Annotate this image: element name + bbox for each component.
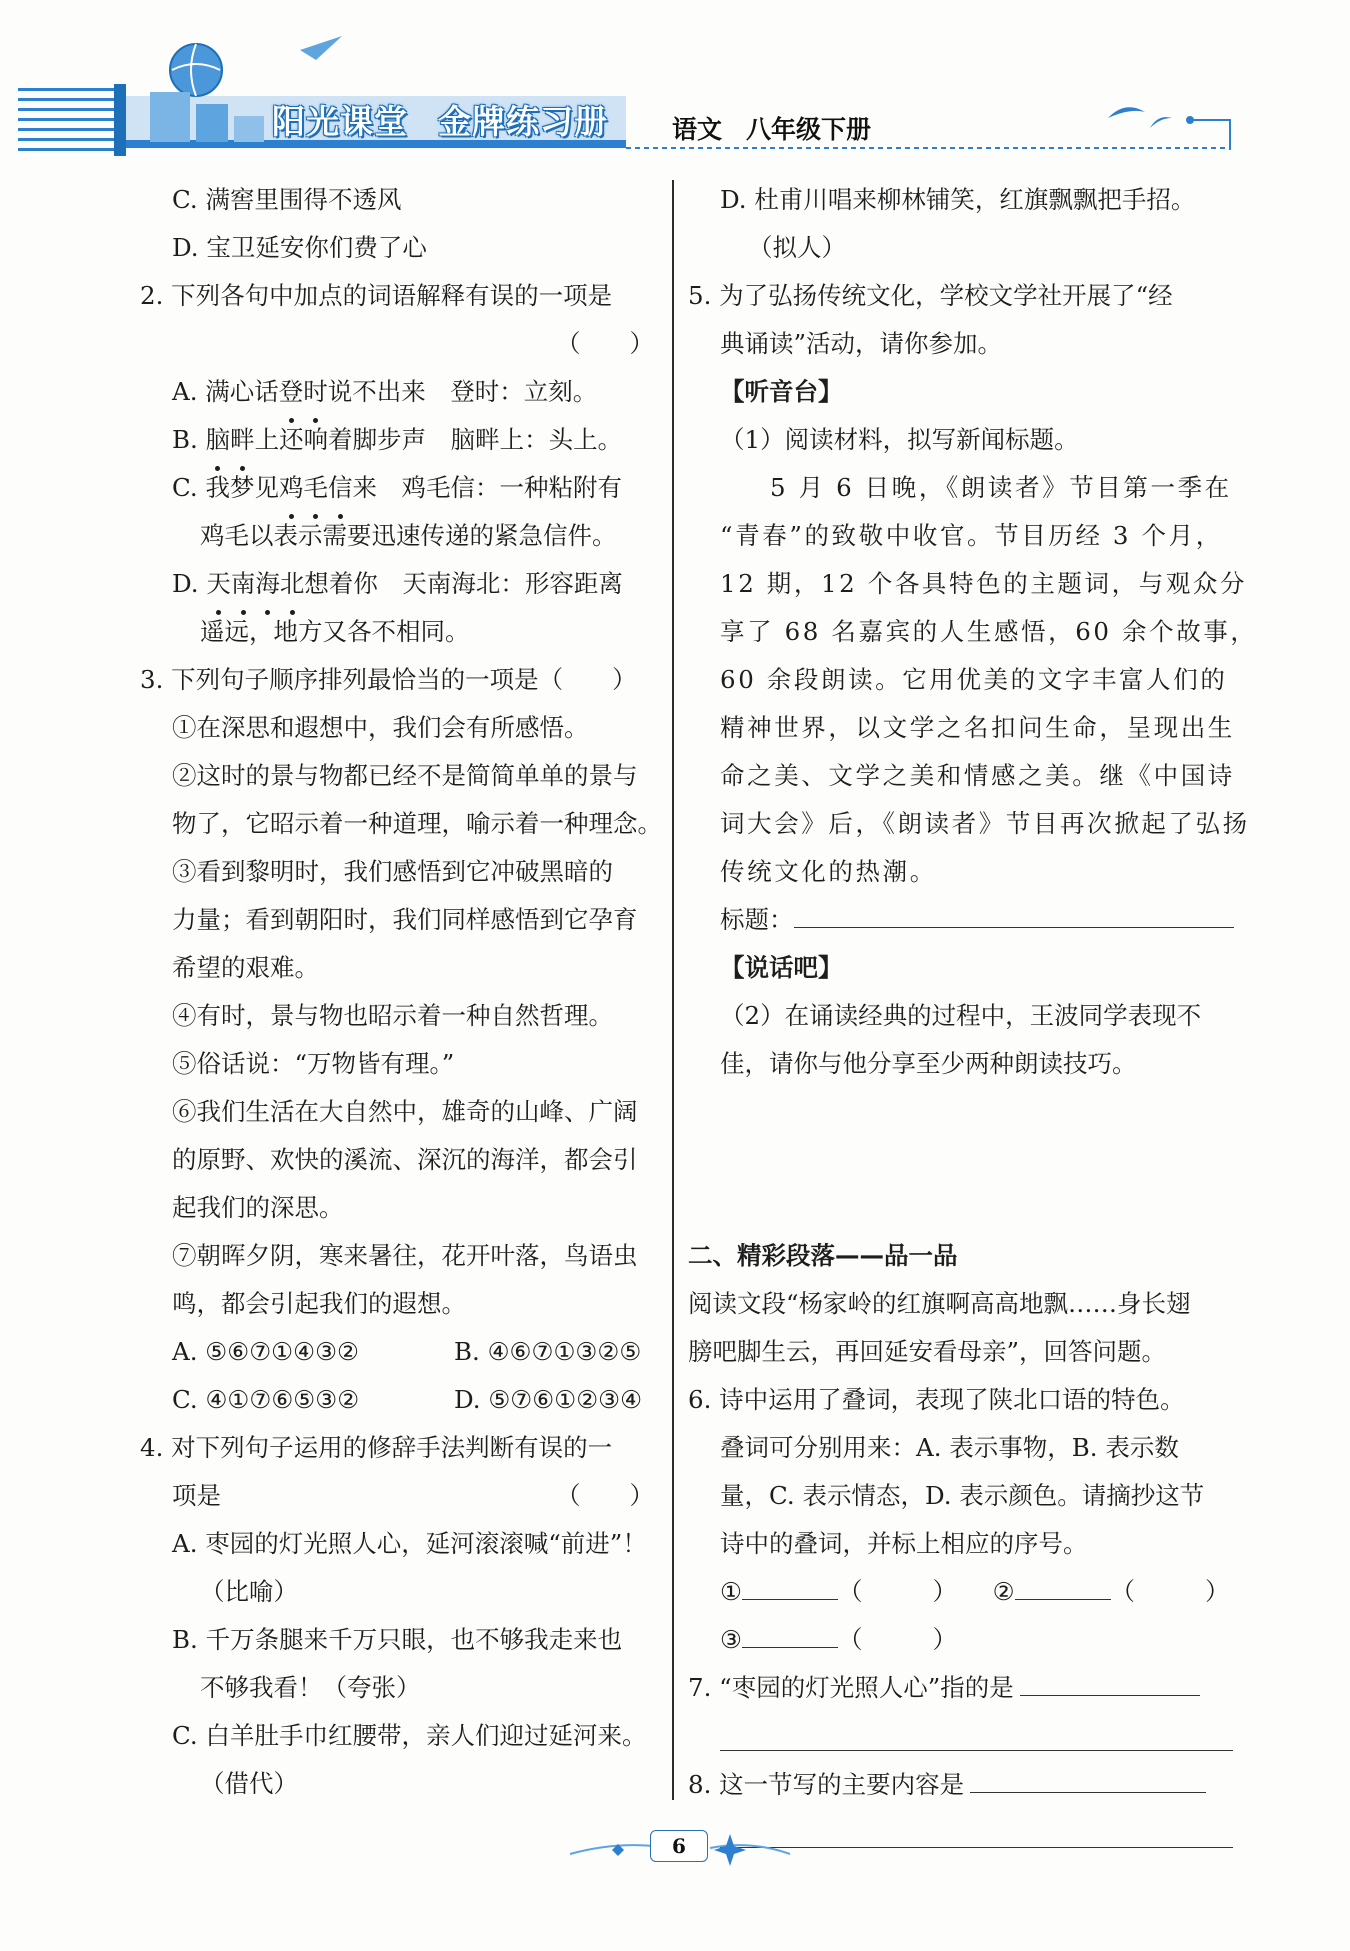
q5-stem-cont: 典诵读”活动，请你参加。	[720, 329, 1003, 358]
brand-series: 金牌练习册	[438, 102, 608, 141]
emphasis-dot-char: 登	[279, 368, 304, 416]
title-label: 标题：	[720, 905, 794, 934]
listen-section-heading: 【听音台】	[720, 377, 843, 406]
q3-sentence-2: ②这时的景与物都已经不是简简单单的景与	[172, 761, 638, 790]
material-line: 精神世界，以文学之名扣问生命，呈现出生	[720, 713, 1235, 742]
brand-name: 阳光课堂	[272, 102, 408, 141]
material-line: 传统文化的热潮。	[720, 857, 937, 886]
grade: 八年级下册	[746, 115, 872, 144]
q3-stem: 3. 下列句子顺序排列最恰当的一项是（ ）	[140, 665, 637, 694]
q3-options-ab: A. ⑤⑥⑦①④③② B. ④⑥⑦①③②⑤	[172, 1337, 642, 1366]
q6-stem-cont: 诗中的叠词，并标上相应的序号。	[720, 1529, 1088, 1558]
q6-stem-cont: 量，C. 表示情态，D. 表示颜色。请摘抄这节	[720, 1481, 1205, 1510]
q3-sentence-2-cont: 物了，它昭示着一种道理，喻示着一种理念。	[172, 809, 662, 838]
emphasis-dot-char: 海	[255, 560, 280, 608]
material-line: 词大会》后，《朗读者》节目再次掀起了弘扬	[720, 809, 1250, 838]
q4-option-b: B. 千万条腿来千万只眼，也不够我走来也	[172, 1625, 623, 1654]
speak-question-cont: 佳，请你与他分享至少两种朗读技巧。	[720, 1049, 1137, 1078]
q3-sentence-3: ③看到黎明时，我们感悟到它冲破黑暗的	[172, 857, 613, 886]
q6-answer-row-1: ① （ ） ② （ ）	[688, 1568, 1233, 1616]
emphasis-dot-char: 信	[328, 464, 353, 512]
emphasis-dot-char: 南	[231, 560, 256, 608]
q1-option-c: C. 满窖里围得不透风	[172, 185, 402, 214]
page-header	[0, 0, 1350, 180]
section-2-intro: 阅读文段“杨家岭的红旗啊高高地飘……身长翅	[688, 1289, 1191, 1318]
q2-option-d: D. 天南海北想着你 天南海北：形容距离	[140, 560, 660, 608]
emphasis-dot-char: 毛	[303, 464, 328, 512]
brand-title	[272, 96, 638, 143]
speak-question: （2）在诵读经典的过程中，王波同学表现不	[720, 1001, 1202, 1030]
q6-blank-1[interactable]	[742, 1569, 838, 1600]
q7-answer-line[interactable]	[720, 1712, 1233, 1751]
material-line: “青春”的致敬中收官。节目历经 3 个月，	[720, 521, 1223, 550]
q4-stem-cont: 项是 （ ）	[172, 1481, 654, 1510]
q6-stem-cont: 叠词可分别用来：A. 表示事物，B. 表示数	[720, 1433, 1179, 1462]
q3-sentence-4: ④有时，景与物也昭示着一种自然哲理。	[172, 1001, 613, 1030]
q2-option-c-cont: 鸡毛以表示需要迅速传递的紧急信件。	[200, 521, 617, 550]
q4-option-a: A. 枣园的灯光照人心，延河滚滚喊“前进”！	[172, 1529, 647, 1558]
q5-stem: 5. 为了弘扬传统文化，学校文学社开展了“经	[688, 281, 1173, 310]
q4-option-c: C. 白羊肚手巾红腰带，亲人们迎过延河来。	[172, 1721, 647, 1750]
emphasis-dot-char: 鸡	[279, 464, 304, 512]
material-line: 12 期，12 个各具特色的主题词，与观众分	[720, 569, 1248, 598]
q2-option-d-cont: 遥远，地方又各不相同。	[200, 617, 470, 646]
q6-answer-row-2: ③ （ ）	[688, 1616, 1233, 1664]
title-answer-blank[interactable]	[794, 897, 1234, 928]
material-line: 享了 68 名嘉宾的人生感悟，60 余个故事，	[720, 617, 1258, 646]
q2-option-b: B. 脑畔上还响着脚步声 脑畔上：头上。	[140, 416, 660, 464]
q7-row	[688, 1664, 1233, 1712]
q3-sentence-6-cont: 的原野、欢快的溪流、深沉的海洋，都会引	[172, 1145, 638, 1174]
q8-stem: 8. 这一节写的主要内容是	[688, 1770, 965, 1799]
q6-blank-2[interactable]	[1015, 1569, 1111, 1600]
listen-question: （1）阅读材料，拟写新闻标题。	[720, 425, 1079, 454]
subject: 语文	[672, 115, 723, 144]
left-column	[140, 176, 660, 1808]
q4-option-a-note: （比喻）	[200, 1577, 298, 1606]
material-line: 命之美、文学之美和情感之美。继《中国诗	[720, 761, 1235, 790]
q3-sentence-3-cont: 希望的艰难。	[172, 953, 319, 982]
q3-options-cd: C. ④①⑦⑥⑤③② D. ⑤⑦⑥①②③④	[172, 1385, 643, 1414]
q3-sentence-5: ⑤俗话说：“万物皆有理。”	[172, 1049, 455, 1078]
q4-option-d-note: （拟人）	[748, 233, 846, 262]
q4-option-c-note: （借代）	[200, 1769, 298, 1798]
speak-answer-space[interactable]	[688, 1088, 1233, 1232]
section-2-heading: 二、精彩段落——品一品	[688, 1241, 958, 1270]
q2-option-a: A. 满心话登时说不出来 登时：立刻。	[140, 368, 660, 416]
emphasis-dot-char: 北	[280, 560, 305, 608]
material-line: 5 月 6 日晚，《朗读者》节目第一季在	[770, 473, 1232, 502]
q6-stem: 6. 诗中运用了叠词，表现了陕北口语的特色。	[688, 1385, 1185, 1414]
header-banner	[0, 0, 1350, 180]
q4-option-b-cont: 不够我看！（夸张）	[200, 1673, 421, 1702]
q3-sentence-7-cont: 鸣，都会引起我们的遐想。	[172, 1289, 466, 1318]
q8-blank[interactable]	[970, 1762, 1206, 1793]
subject-grade	[672, 110, 871, 146]
q7-blank[interactable]	[1020, 1665, 1200, 1696]
q7-stem: 7. “枣园的灯光照人心”指的是	[688, 1673, 1014, 1702]
q4-option-d: D. 杜甫川唱来柳林铺笑，红旗飘飘把手招。	[720, 185, 1196, 214]
q3-sentence-1: ①在深思和遐想中，我们会有所感悟。	[172, 713, 589, 742]
right-column	[688, 176, 1258, 1858]
section-2-intro-cont: 膀吧脚生云，再回延安看母亲”，回答问题。	[688, 1337, 1167, 1366]
title-answer-row	[688, 896, 1233, 944]
q6-blank-3[interactable]	[742, 1617, 838, 1648]
q8-row	[688, 1761, 1233, 1809]
emphasis-dot-char: 畔	[230, 416, 255, 464]
q3-sentence-3-cont: 力量；看到朝阳时，我们同样感悟到它孕育	[172, 905, 638, 934]
q1-option-d: D. 宝卫延安你们费了心	[172, 233, 427, 262]
q4-stem: 4. 对下列句子运用的修辞手法判断有误的一	[140, 1433, 613, 1462]
emphasis-dot-char: 脑	[206, 416, 231, 464]
page-number: 6	[650, 1830, 708, 1862]
emphasis-dot-char: 时	[303, 368, 328, 416]
column-divider	[672, 180, 674, 1800]
q3-sentence-7: ⑦朝晖夕阴，寒来暑往，花开叶落，鸟语虫	[172, 1241, 638, 1270]
q2-answer-bracket: （ ）	[556, 329, 654, 358]
material-line: 60 余段朗读。它用优美的文字丰富人们的	[720, 665, 1228, 694]
q2-stem: 2. 下列各句中加点的词语解释有误的一项是	[140, 281, 613, 310]
q3-sentence-6: ⑥我们生活在大自然中，雄奇的山峰、广阔	[172, 1097, 638, 1126]
page-footer	[560, 1820, 800, 1880]
speak-section-heading: 【说话吧】	[720, 953, 843, 982]
emphasis-dot-char: 天	[206, 560, 231, 608]
q3-sentence-6-cont: 起我们的深思。	[172, 1193, 344, 1222]
q2-option-c: C. 我梦见鸡毛信来 鸡毛信：一种粘附有	[140, 464, 660, 512]
